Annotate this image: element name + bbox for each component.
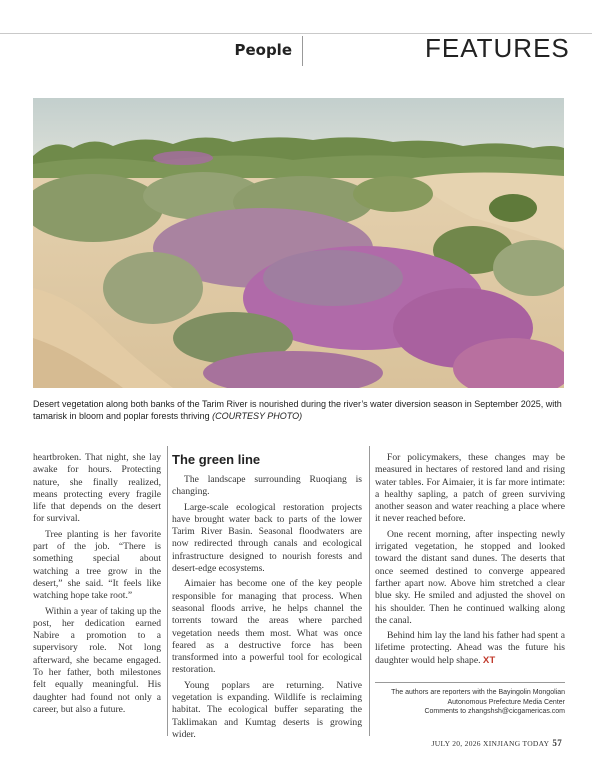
notes-rule bbox=[375, 682, 565, 683]
paragraph: Aimaier has become one of the key people responsible for managing that process. When seasonal floods arrive, he helps channel the torrents toward the areas where parched vegetation needs them most. What was once feared as a destructive force has been transformed into a powerful tool for ecological restoration. bbox=[172, 578, 362, 676]
subheading: The green line bbox=[172, 452, 261, 467]
column-rule bbox=[369, 446, 370, 736]
caption-text: Desert vegetation along both banks of the Tarim River is nourished during the river’s water diversion season in September 2025, with tamarisk in bloom and poplar forests thriving bbox=[33, 399, 562, 421]
article-column-2 bbox=[172, 452, 362, 744]
paragraph bbox=[375, 630, 565, 667]
author-notes bbox=[375, 688, 565, 717]
photo-caption bbox=[33, 398, 564, 422]
paragraph: One recent morning, after inspecting newly irrigated vegetation, he stopped and looked toward the distant sand dunes. The deserts that once seemed destined to converge appeared farther apart now. Above him stretched a clear blue sky. He smiled and adjusted the shovel on his shoulder. Then he continued walking along the canal. bbox=[375, 528, 565, 626]
paragraph: Young poplars are returning. Native vegetation is expanding. Wildlife is reclaiming habitat. The ecological buffer separating the Taklimakan and Kumtag deserts is growing wider. bbox=[172, 679, 362, 740]
page-footer bbox=[432, 738, 562, 748]
paragraph: Within a year of taking up the post, her dedication earned Nabire a promotion to a supervisory role. Not long afterward, she became engaged. To her father, both milestones felt equally meaningful. His daughter had found not only a career, but also a future. bbox=[33, 605, 161, 715]
section-label: People bbox=[234, 41, 292, 59]
paragraph: For policymakers, these changes may be measured in hectares of restored land and rising water tables. For Aimaier, it is far more intimate: a healthy sapling, a patch of green surviving another season and water reaching a place where it never reached before. bbox=[375, 452, 565, 525]
paragraph: heartbroken. That night, she lay awake for hours. Protecting nature, she finally realized, means protecting every fragile life that depends on the desert for survival. bbox=[33, 452, 161, 525]
author-note-line: Autonomous Prefecture Media Center bbox=[447, 698, 565, 706]
header-divider bbox=[302, 36, 303, 66]
author-note-line: The authors are reporters with the Bayingolin Mongolian bbox=[391, 689, 565, 696]
page-section-title: FEATURES bbox=[425, 33, 570, 63]
caption-credit: (COURTESY PHOTO) bbox=[212, 411, 303, 421]
desert-vegetation-photo bbox=[33, 98, 564, 388]
paragraph: The landscape surrounding Ruoqiang is changing. bbox=[172, 474, 362, 498]
article-column-1 bbox=[33, 452, 161, 719]
paragraph-text: Behind him lay the land his father had spent a lifetime protecting. Ahead was the future his daughter would help shape. bbox=[375, 630, 565, 666]
paragraph: Large-scale ecological restoration projects have brought water back to parts of the lower Tarim River Basin. Seasonal floodwaters are now redirected through canals and ecological infrastructure designed to nourish forests and desert-edge ecosystems. bbox=[172, 501, 362, 575]
column-rule bbox=[167, 446, 168, 736]
article-photo bbox=[33, 98, 564, 388]
article-column-3 bbox=[375, 452, 565, 670]
author-note-email: Comments to zhangshsh@cicgamericas.com bbox=[424, 708, 565, 715]
page-number: 57 bbox=[552, 738, 562, 748]
paragraph: Tree planting is her favorite part of the job. “There is something special about watching a tree grow in the desert,” she said. “It feels like watching hope take root.” bbox=[33, 528, 161, 602]
publication-date: JULY 20, 2026 XINJIANG TODAY bbox=[431, 739, 550, 748]
end-mark: XT bbox=[482, 654, 496, 666]
